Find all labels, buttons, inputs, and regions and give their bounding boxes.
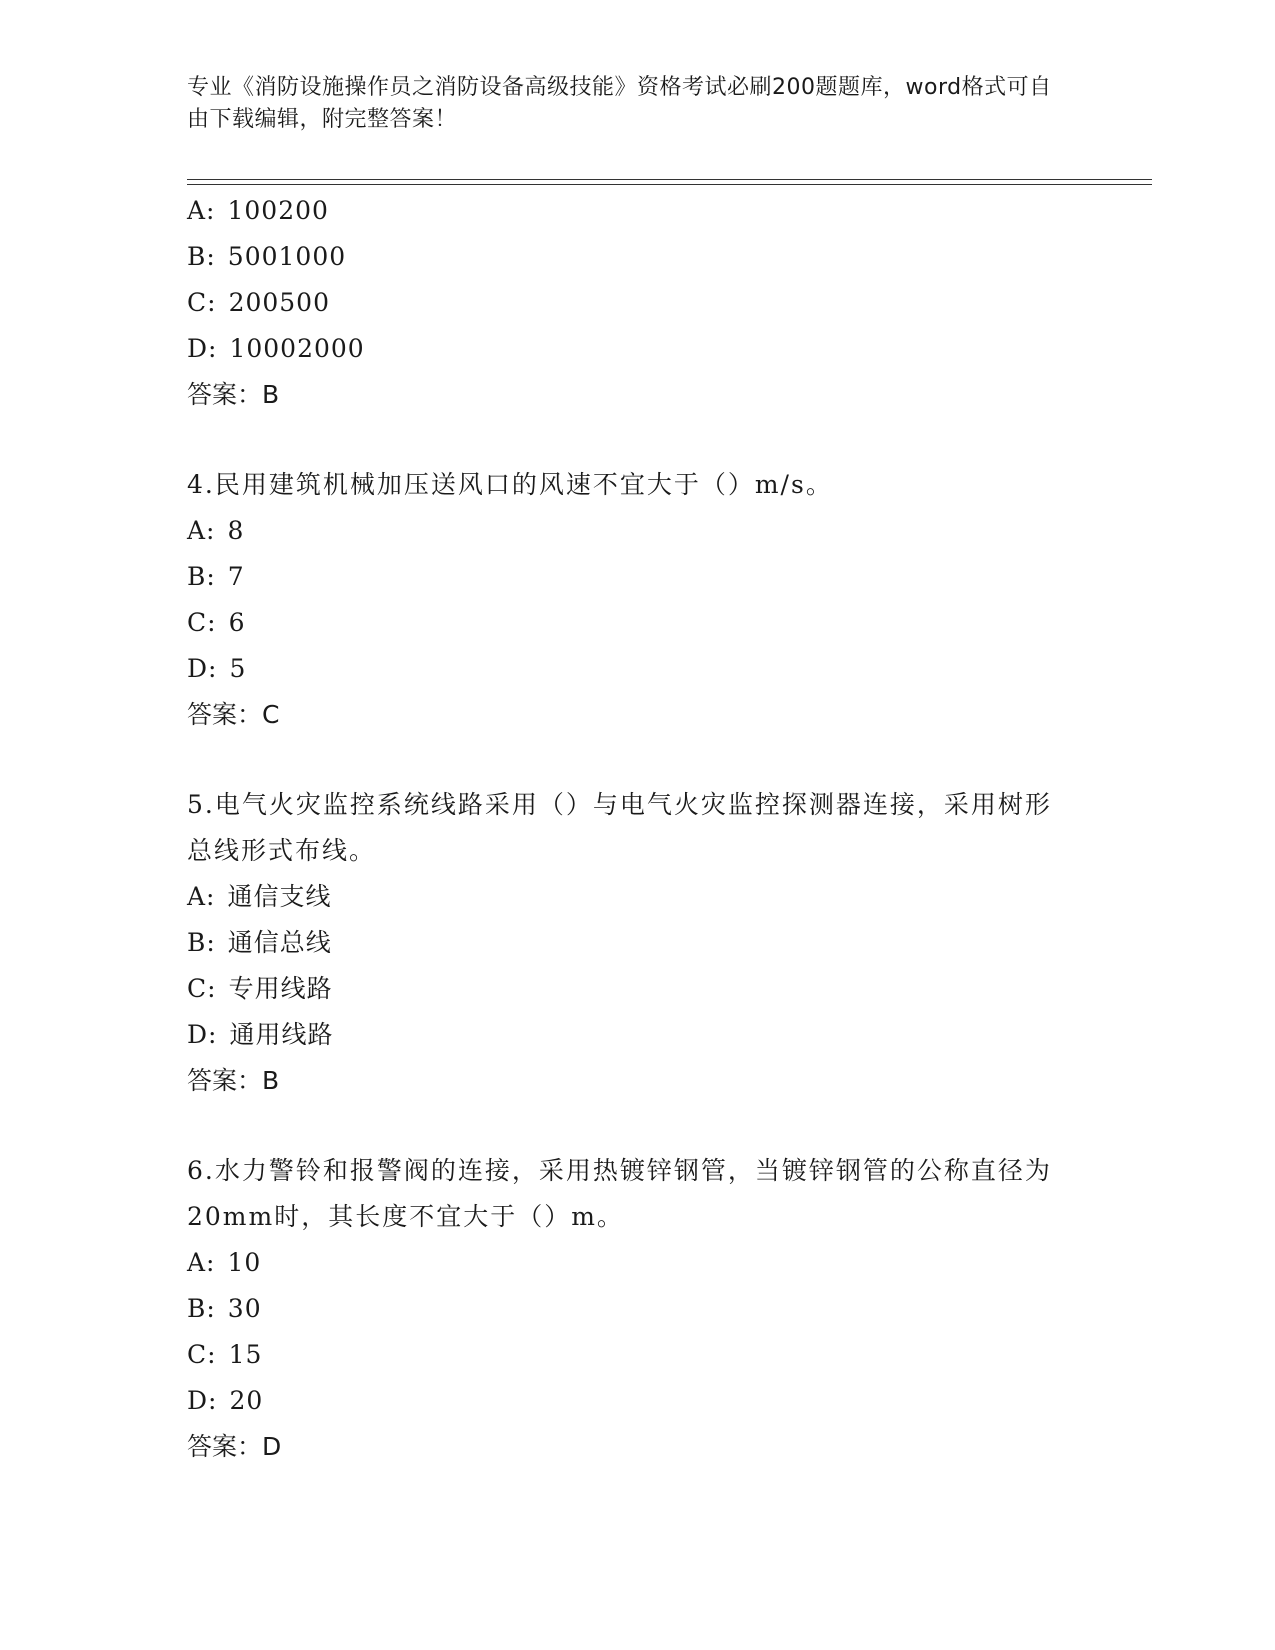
- option-a: [187, 874, 1067, 920]
- option-value: 6: [228, 608, 246, 637]
- option-value: 8: [227, 516, 245, 545]
- question-text: 4.民用建筑机械加压送风口的风速不宜大于（）m/s。: [187, 470, 833, 499]
- option-label: B:: [187, 1294, 216, 1323]
- option-c: [187, 1332, 1067, 1378]
- option-value: 200500: [228, 288, 330, 317]
- option-c: [187, 600, 1067, 646]
- spacer: [187, 1104, 1067, 1148]
- option-value: 专用线路: [228, 974, 333, 1003]
- option-label: D:: [187, 334, 218, 363]
- question-text: 6.水力警铃和报警阀的连接，采用热镀锌钢管，当镀锌钢管的公称直径为20mm时，其长度不宜大于（）m。: [187, 1156, 1052, 1231]
- option-d: [187, 1012, 1067, 1058]
- option-label: B:: [187, 242, 216, 271]
- option-label: B:: [187, 562, 216, 591]
- header-divider-bottom: [187, 184, 1152, 185]
- option-label: A:: [187, 516, 216, 545]
- option-label: D:: [187, 1020, 218, 1049]
- option-d: [187, 326, 1067, 372]
- option-label: A:: [187, 882, 216, 911]
- option-c: [187, 280, 1067, 326]
- option-label: D:: [187, 1386, 218, 1415]
- option-value: 15: [228, 1340, 263, 1369]
- option-value: 通用线路: [229, 1020, 334, 1049]
- option-label: D:: [187, 654, 218, 683]
- option-label: C:: [187, 608, 217, 637]
- spacer: [187, 738, 1067, 782]
- question-block-6: [187, 1148, 1067, 1470]
- option-value: 5: [229, 654, 247, 683]
- option-value: 30: [227, 1294, 262, 1323]
- option-label: A:: [187, 196, 216, 225]
- option-value: 5001000: [227, 242, 347, 271]
- option-d: [187, 646, 1067, 692]
- answer-line: 答案：C: [187, 700, 280, 729]
- option-value: 20: [229, 1386, 264, 1415]
- spacer: [187, 418, 1067, 462]
- answer-line: 答案：B: [187, 1066, 280, 1095]
- option-value: 10: [227, 1248, 262, 1277]
- option-value: 通信支线: [227, 882, 332, 911]
- option-a: [187, 188, 1067, 234]
- option-label: C:: [187, 288, 217, 317]
- option-value: 通信总线: [227, 928, 332, 957]
- option-label: C:: [187, 1340, 217, 1369]
- option-a: [187, 508, 1067, 554]
- option-b: [187, 920, 1067, 966]
- question-block-3: [187, 188, 1067, 418]
- option-label: C:: [187, 974, 217, 1003]
- question-text: 5.电气火灾监控系统线路采用（）与电气火灾监控探测器连接，采用树形总线形式布线。: [187, 790, 1052, 865]
- answer-line: 答案：B: [187, 380, 280, 409]
- option-b: [187, 554, 1067, 600]
- question-list: [187, 188, 1067, 1470]
- option-d: [187, 1378, 1067, 1424]
- option-value: 100200: [227, 196, 329, 225]
- option-label: B:: [187, 928, 216, 957]
- option-value: 10002000: [229, 334, 365, 363]
- option-value: 7: [227, 562, 245, 591]
- header-divider-top: [187, 179, 1152, 180]
- option-b: [187, 1286, 1067, 1332]
- question-block-4: [187, 462, 1067, 738]
- option-c: [187, 966, 1067, 1012]
- option-a: [187, 1240, 1067, 1286]
- document-header: 专业《消防设施操作员之消防设备高级技能》资格考试必刷200题题库，word格式可自由下载编辑，附完整答案！: [187, 75, 1052, 132]
- question-block-5: [187, 782, 1067, 1104]
- answer-line: 答案：D: [187, 1432, 282, 1461]
- option-label: A:: [187, 1248, 216, 1277]
- option-b: [187, 234, 1067, 280]
